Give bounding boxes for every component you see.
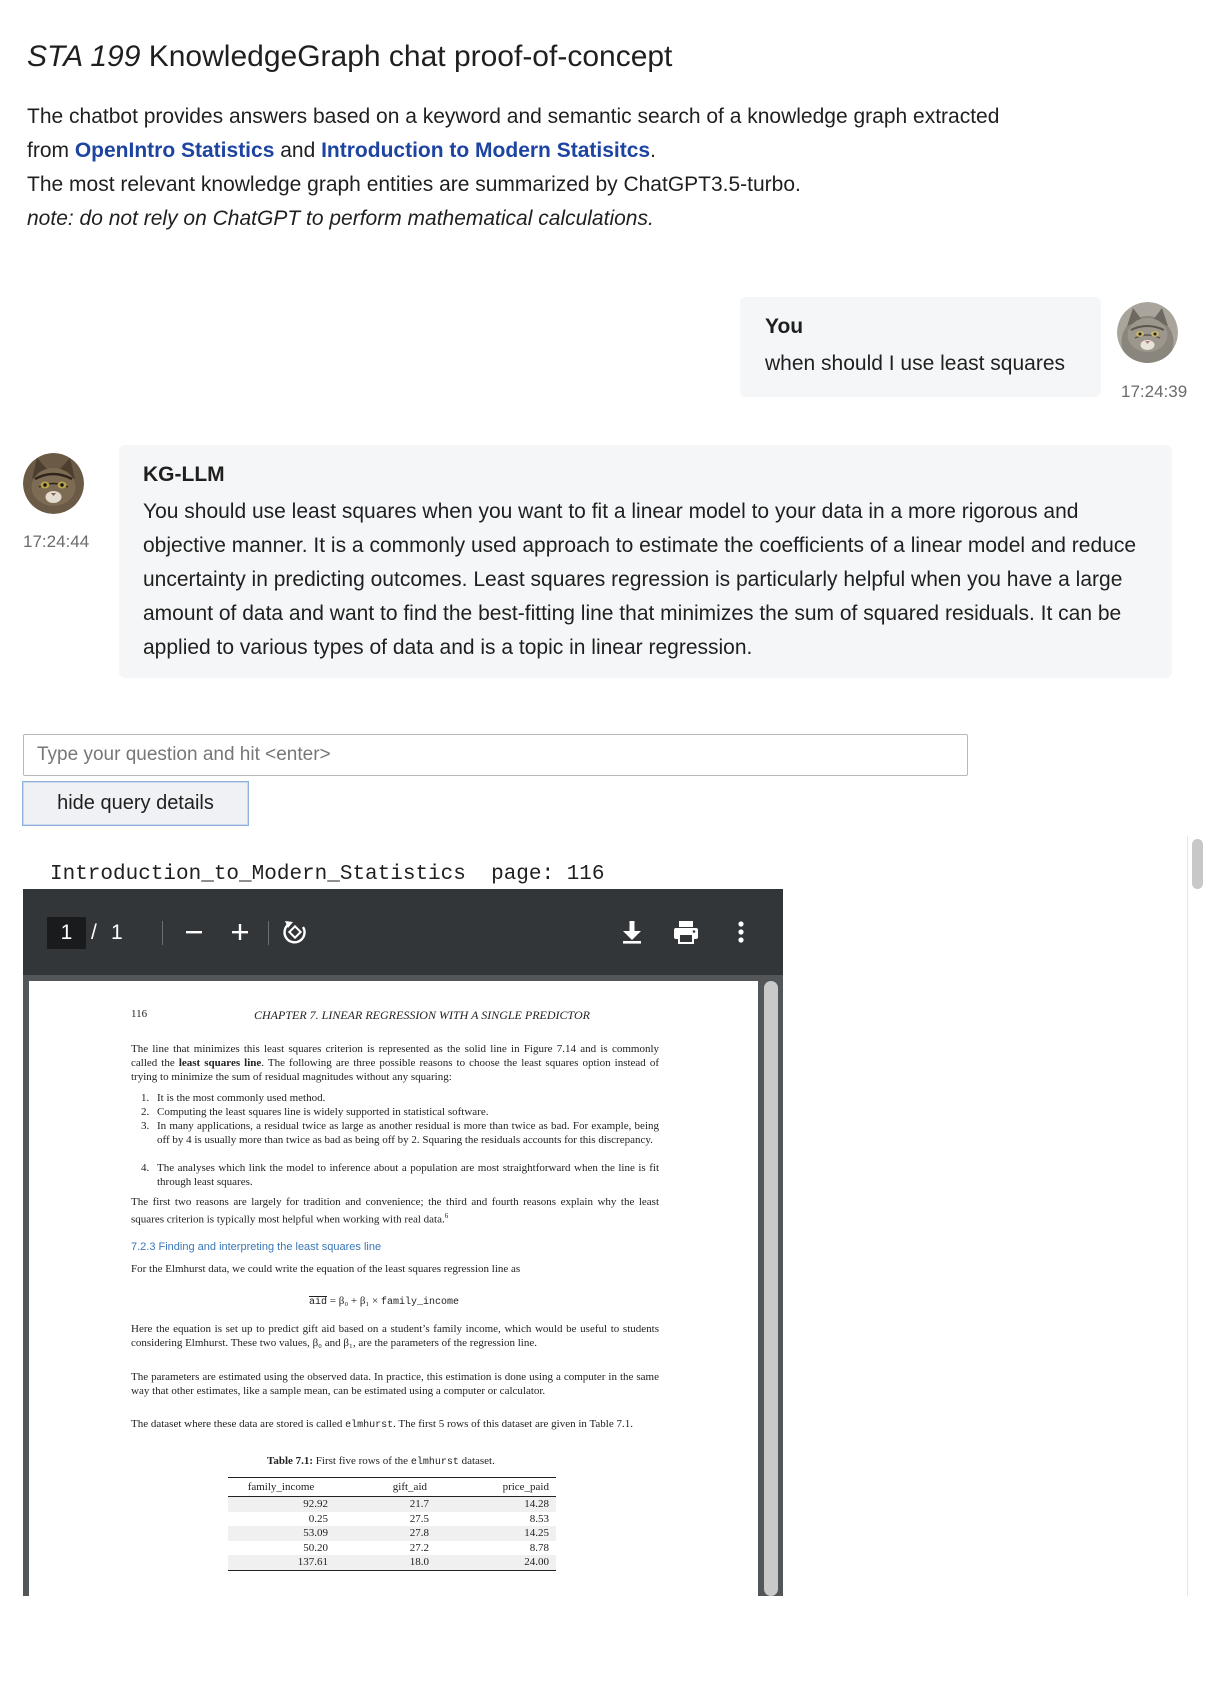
table-row xyxy=(228,1526,556,1541)
hide-query-details-button[interactable]: hide query details xyxy=(22,781,249,826)
more-options-button[interactable] xyxy=(723,913,759,951)
current-page-input[interactable]: 1 xyxy=(47,917,86,949)
table-header-cell: price_paid xyxy=(502,1481,549,1493)
table-caption-label: Table 7.1: xyxy=(267,1455,314,1467)
equation-terms: = β₀ + β₁ × xyxy=(327,1295,381,1307)
table-cell: 14.25 xyxy=(524,1527,549,1539)
intro-conjunction: and xyxy=(274,139,322,162)
table-header-row xyxy=(228,1478,556,1497)
table-cell: 8.53 xyxy=(529,1512,549,1525)
rotate-button[interactable] xyxy=(277,913,313,951)
table-cell: 0.25 xyxy=(308,1512,328,1525)
table-caption-text: dataset. xyxy=(458,1455,495,1467)
list-item xyxy=(141,1105,659,1119)
user-avatar xyxy=(1117,302,1178,363)
paragraph xyxy=(131,1417,659,1433)
openintro-statistics-link[interactable]: OpenIntro Statistics xyxy=(74,139,275,162)
pdf-page xyxy=(29,981,758,1596)
intro-text xyxy=(27,100,1027,236)
data-table xyxy=(228,1477,556,1571)
page-number: 116 xyxy=(131,1008,148,1020)
list-item xyxy=(141,1119,659,1147)
table-cell: 8.78 xyxy=(529,1541,549,1554)
table-row xyxy=(228,1512,556,1527)
bot-message-bubble xyxy=(119,445,1172,678)
zoom-out-button[interactable] xyxy=(176,913,212,951)
plus-icon xyxy=(229,921,251,943)
bot-avatar xyxy=(23,453,84,514)
details-scrollbar[interactable] xyxy=(1187,836,1208,1596)
list-item xyxy=(141,1161,659,1189)
more-vertical-icon xyxy=(737,920,745,944)
dataset-name: elmhurst xyxy=(345,1420,394,1431)
paragraph-text: The line that minimizes this least squares criterion is represented as the solid line in Figure 7.14 and is commonly called the xyxy=(131,1043,659,1069)
toolbar-divider xyxy=(162,921,163,945)
paragraph-text: The first two reasons are largely for tradition and convenience; the third and fourth reasons explain why the least squares criterion is typically most helpful when working with real data. xyxy=(131,1196,659,1226)
list-text: Computing the least squares line is widely supported in statistical software. xyxy=(157,1106,489,1118)
list-number: 1. xyxy=(141,1092,150,1104)
section-heading: 7.2.3 Finding and interpreting the least squares line xyxy=(131,1241,382,1253)
footnote-marker: 6 xyxy=(444,1212,449,1220)
user-author: You xyxy=(765,315,804,338)
table-header-cell: gift_aid xyxy=(392,1481,427,1493)
total-pages: 1 xyxy=(111,921,123,944)
paragraph-text: . The first 5 rows of this dataset are given in Table 7.1. xyxy=(393,1418,633,1430)
table-caption xyxy=(267,1455,495,1468)
regression-equation xyxy=(309,1295,459,1308)
table-cell: 53.09 xyxy=(303,1527,328,1539)
cat-avatar-icon xyxy=(23,453,84,514)
list-number: 3. xyxy=(141,1120,150,1132)
toolbar-divider xyxy=(268,921,269,945)
list-number: 2. xyxy=(141,1106,150,1118)
table-cell: 137.61 xyxy=(297,1556,328,1568)
title-text: KnowledgeGraph chat proof-of-concept xyxy=(140,40,673,73)
rotate-icon xyxy=(281,918,309,946)
table-body xyxy=(228,1497,556,1570)
paragraph xyxy=(131,1042,659,1084)
zoom-in-button[interactable] xyxy=(222,913,258,951)
source-page: page: 116 xyxy=(491,863,605,886)
details-scrollbar-thumb[interactable] xyxy=(1192,839,1203,889)
table-cell: 27.8 xyxy=(409,1527,429,1539)
download-icon xyxy=(620,919,644,945)
list-text: The analyses which link the model to inference about a population are most straightforward when the line is fit through least squares. xyxy=(157,1162,659,1188)
paragraph-text: . The following are three possible reasons to choose the least squares option instead of trying to minimize the sum of residual magnitudes without any squaring: xyxy=(131,1057,660,1083)
bold-term: least squares line xyxy=(178,1057,262,1069)
table-cell: 27.2 xyxy=(409,1541,429,1554)
running-head: CHAPTER 7. LINEAR REGRESSION WITH A SINGLE PREDICTOR xyxy=(254,1008,590,1022)
user-message-bubble xyxy=(740,297,1101,397)
pdf-toolbar xyxy=(23,889,783,975)
bot-author: KG-LLM xyxy=(143,463,225,486)
equation-variable: family_income xyxy=(381,1297,460,1308)
intro-sentence-2: The most relevant knowledge graph entities are summarized by ChatGPT3.5-turbo. xyxy=(27,173,801,196)
equation-lhs: $\overline{aid}$ xyxy=(309,1297,328,1308)
modern-statistics-link[interactable]: Introduction to Modern Statisitcs xyxy=(321,139,651,162)
list-item xyxy=(141,1091,659,1105)
intro-period: . xyxy=(650,139,656,162)
cat-avatar-icon xyxy=(1117,302,1178,363)
question-input[interactable] xyxy=(23,734,968,776)
table-header-cell: family_income xyxy=(247,1481,315,1493)
bot-message-time: 17:24:44 xyxy=(23,532,90,551)
list-text: In many applications, a residual twice as large as another residual is more than twice as bad. For example, being off by 4 is usually more than twice as bad as being off by 2. Squaring the residuals accounts for this discrepancy. xyxy=(157,1120,659,1146)
table-cell: 92.92 xyxy=(303,1498,328,1510)
table-caption-text: First five rows of the xyxy=(313,1455,411,1467)
table-cell: 14.28 xyxy=(524,1498,549,1510)
table-cell: 21.7 xyxy=(409,1498,429,1510)
paragraph: For the Elmhurst data, we could write the equation of the least squares regression line as xyxy=(131,1263,521,1275)
course-code: STA 199 xyxy=(27,40,141,73)
page-title xyxy=(27,40,672,74)
dataset-name: elmhurst xyxy=(410,1457,459,1468)
user-message-time: 17:24:39 xyxy=(1121,382,1188,401)
table-cell: 27.5 xyxy=(409,1512,429,1525)
table-row xyxy=(228,1497,556,1512)
table-cell: 50.20 xyxy=(303,1541,328,1554)
paragraph-text: The dataset where these data are stored is called xyxy=(131,1418,346,1430)
pdf-document-area xyxy=(23,975,783,1596)
minus-icon xyxy=(183,921,205,943)
table-row xyxy=(228,1541,556,1556)
user-message-text: when should I use least squares xyxy=(765,352,1066,375)
list-number: 4. xyxy=(141,1162,150,1174)
paragraph: Here the equation is set up to predict gift aid based on a student’s family income, which would be useful to students considering Elmhurst. These two values, β₀ and β₁, are the parameters of the regression line. xyxy=(131,1323,659,1349)
source-reference xyxy=(50,863,605,886)
page-separator: / xyxy=(91,921,97,944)
paragraph xyxy=(131,1195,659,1227)
download-button[interactable] xyxy=(614,913,650,951)
pdf-scrollbar[interactable] xyxy=(764,981,778,1596)
table-row xyxy=(228,1555,556,1570)
list-text: It is the most commonly used method. xyxy=(157,1092,326,1104)
intro-sentence-1: The chatbot provides answers based on a keyword and semantic search of a knowledge graph extracted from xyxy=(27,105,1000,162)
pdf-viewer xyxy=(23,889,783,1596)
table-cell: 18.0 xyxy=(409,1556,429,1568)
table-cell: 24.00 xyxy=(524,1556,549,1568)
paragraph: The parameters are estimated using the observed data. In practice, this estimation is done using a computer in the same way that other estimates, like a sample mean, can be estimated using a computer or calculator. xyxy=(131,1371,659,1397)
intro-note: note: do not rely on ChatGPT to perform mathematical calculations. xyxy=(27,207,654,230)
source-book: Introduction_to_Modern_Statistics xyxy=(50,863,466,886)
print-icon xyxy=(672,919,700,945)
print-button[interactable] xyxy=(668,913,704,951)
bot-message-text: You should use least squares when you want to fit a linear model to your data in a more rigorous and objective manner. It is a commonly used approach to estimate the coefficients of a linear model and reduce uncertainty in predicting outcomes. Least squares regression is particularly helpful when you have a large amount of data and want to find the best-fitting line that minimizes the sum of squared residuals. It can be applied to various types of data and is a topic in linear regression. xyxy=(143,500,1136,659)
